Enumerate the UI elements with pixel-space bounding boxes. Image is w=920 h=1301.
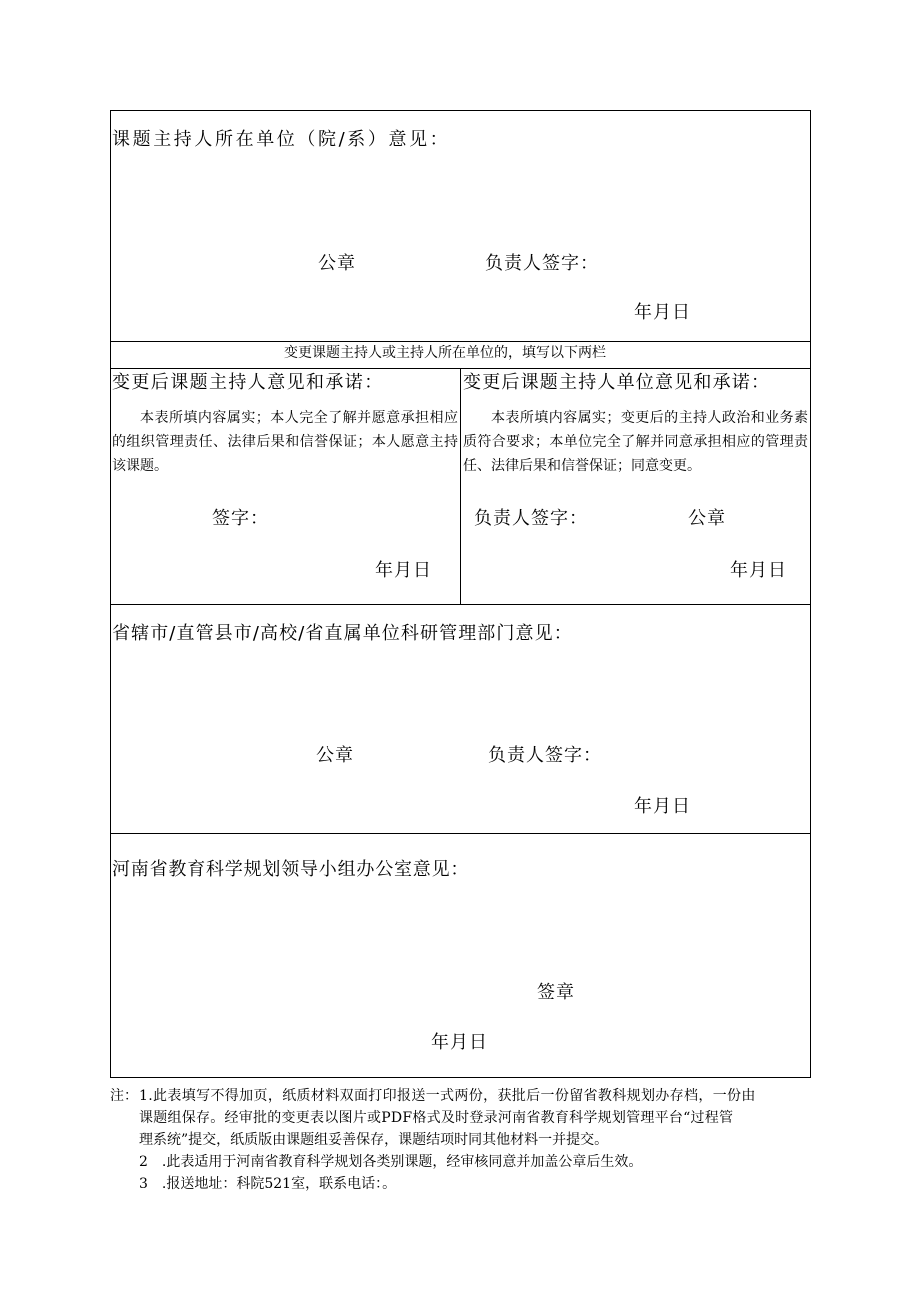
column-divider [460,368,461,604]
signature-label: 负责人签字： [474,508,588,529]
seal-label: 公章 [318,253,356,274]
signature-label: 负责人签字： [488,745,602,766]
date-label: 年月日 [730,560,787,581]
date-label: 年月日 [634,302,691,323]
section-heading: 河南省教育科学规划领导小组办公室意见： [112,859,470,880]
notes-prefix: 注： [110,1088,138,1104]
note-item-3: 3 .报送地址：科院521室，联系电话：。 [139,1176,397,1192]
panel-heading: 变更后课题主持人意见和承诺： [112,372,384,393]
date-label: 年月日 [634,796,691,817]
table-left-border [110,110,111,1078]
pledge-text: 本表所填内容属实；本人完全了解并愿意承担相应的组织管理责任、法律后果和信誉保证；本人愿意主持该课题。 [112,410,458,474]
row-divider [110,341,811,342]
row-divider [110,833,811,834]
section-heading: 课题主持人所在单位（院/系）意见： [112,129,451,150]
table-top-border [110,110,811,111]
date-label: 年月日 [431,1032,488,1053]
note-item-1-line-3: 理系统”提交，纸质版由课题组妥善保存，课题结项时同其他材料一并提交。 [139,1132,609,1148]
seal-label: 签章 [537,982,575,1003]
signature-label: 负责人签字： [485,253,599,274]
table-right-border [810,110,811,1078]
panel-heading: 变更后课题主持人单位意见和承诺： [463,372,771,393]
row-divider [110,604,811,605]
pledge-text: 本表所填内容属实；变更后的主持人政治和业务素质符合要求；本单位完全了解并同意承担相应的管理责任、法律后果和信誉保证；同意变更。 [463,410,808,474]
signature-label: 签字： [212,508,269,529]
section-heading: 省辖市/直管县市/高校/省直属单位科研管理部门意见： [112,623,573,644]
note-item-1-line-1: 1.此表填写不得加页，纸质材料双面打印报送一式两份，获批后一份留省教科规划办存档，一份由 [139,1088,756,1104]
seal-label: 公章 [688,508,726,529]
date-label: 年月日 [375,560,432,581]
seal-label: 公章 [316,745,354,766]
change-banner: 变更课题主持人或主持人所在单位的，填写以下两栏 [284,345,606,361]
note-item-2: 2 .此表适用于河南省教育科学规划各类别课题，经审核同意并加盖公章后生效。 [139,1154,643,1170]
note-item-1-line-2: 课题组保存。经审批的变更表以图片或PDF格式及时登录河南省教育科学规划管理平台“过程管 [139,1110,734,1126]
table-bottom-border [110,1077,811,1078]
